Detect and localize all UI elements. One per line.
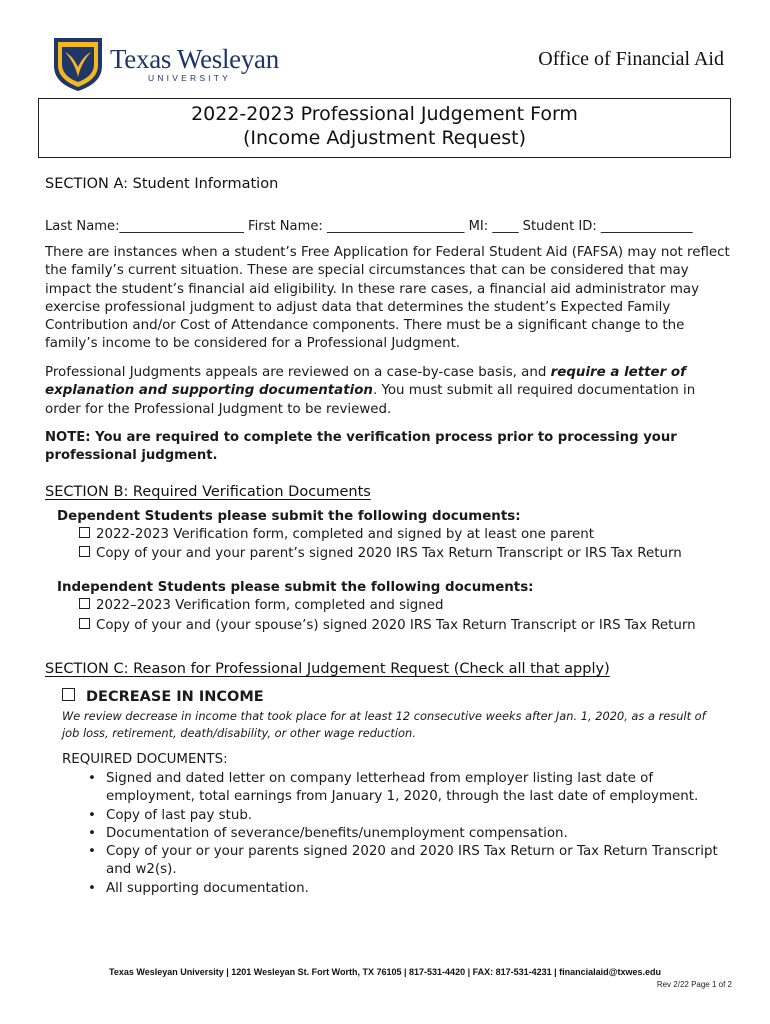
section-a-heading: SECTION A: Student Information: [45, 176, 279, 192]
list-item: • Documentation of severance/benefits/unemployment compensation.: [78, 825, 718, 843]
decrease-income-option[interactable]: [62, 688, 264, 705]
footer-address: Texas Wesleyan University | 1201 Wesleyan St. Fort Worth, TX 76105 | 817-531-4420 | FAX: 817-531-4231 | financialaid@txwes.edu: [109, 967, 661, 977]
form-subtitle: (Income Adjustment Request): [242, 127, 527, 149]
list-item: • Copy of last pay stub.: [78, 807, 718, 825]
verification-note: NOTE: You are required to complete the verification process prior to processing your professional judgment.: [45, 430, 677, 464]
office-name: Office of Financial Aid: [538, 48, 724, 70]
independent-item[interactable]: [79, 618, 696, 633]
appeal-text-end: . You must submit all required documentation in order for the Professional Judgment to be reviewed.: [45, 383, 696, 417]
form-title-box: [38, 98, 731, 158]
dependent-item-label: 2022-2023 Verification form, completed and signed by at least one parent: [96, 527, 595, 542]
list-item: • Signed and dated letter on company letterhead from employer listing last date of employment, total earnings from January 1, 2020, through the last date of employment.: [78, 770, 718, 807]
intro-paragraph: There are instances when a student’s Free Application for Federal Student Aid (FAFSA) may not reflect the family’s current situation. These are special circumstances that can be considered that may impact the student’s financial aid eligibility. In these rare cases, a financial aid administrator may exercise professional judgment to adjust data that determines the student’s Expected Family Contribution and/or Cost of Attendance components. There must be a significant change to the family’s income to be considered for a Professional Judgment.: [45, 245, 730, 352]
dependent-item[interactable]: [79, 546, 682, 561]
section-c-heading: SECTION C: Reason for Professional Judgement Request (Check all that apply): [45, 661, 610, 677]
logo-wordmark: Texas Wesleyan: [110, 44, 279, 74]
checkbox[interactable]: [62, 688, 75, 701]
university-shield-logo: [52, 36, 104, 92]
independent-item[interactable]: [79, 598, 444, 613]
checkbox[interactable]: [79, 546, 90, 557]
logo-subtitle: UNIVERSITY: [148, 73, 232, 83]
appeal-paragraph: [45, 364, 735, 419]
dependent-item[interactable]: [79, 527, 594, 542]
decrease-income-note: We review decrease in income that took place for at least 12 consecutive weeks after Jan. 1, 2020, as a result of job loss, retirement, death/disability, or other wage reduction.: [62, 709, 706, 740]
list-item: • All supporting documentation.: [78, 880, 718, 898]
revision-page-number: Rev 2/22 Page 1 of 2: [656, 980, 732, 989]
appeal-emphasis: require a letter of explanation and supporting documentation: [45, 365, 686, 399]
dependent-heading: Dependent Students please submit the following documents:: [57, 509, 521, 524]
checkbox[interactable]: [79, 527, 90, 538]
form-title: 2022-2023 Professional Judgement Form: [191, 103, 578, 125]
list-item: • Copy of your or your parents signed 2020 and 2020 IRS Tax Return or Tax Return Transcript and w2(s).: [78, 843, 718, 880]
required-documents-heading: REQUIRED DOCUMENTS:: [62, 752, 228, 767]
appeal-text-start: Professional Judgments appeals are reviewed on a case-by-case basis, and: [45, 365, 551, 380]
required-documents-list: [78, 770, 718, 898]
decrease-income-label: DECREASE IN INCOME: [86, 689, 264, 705]
independent-heading: Independent Students please submit the following documents:: [57, 580, 534, 595]
independent-item-label: Copy of your and (your spouse’s) signed 2020 IRS Tax Return Transcript or IRS Tax Return: [96, 618, 696, 633]
checkbox[interactable]: [79, 618, 90, 629]
dependent-item-label: Copy of your and your parent’s signed 2020 IRS Tax Return Transcript or IRS Tax Return: [96, 546, 682, 561]
independent-item-label: 2022–2023 Verification form, completed and signed: [96, 598, 444, 613]
checkbox[interactable]: [79, 598, 90, 609]
student-info-fields[interactable]: Last Name:___________________ First Name: _____________________ MI: ____ Student ID: ______________: [45, 219, 693, 234]
section-b-heading: SECTION B: Required Verification Documents: [45, 484, 371, 500]
